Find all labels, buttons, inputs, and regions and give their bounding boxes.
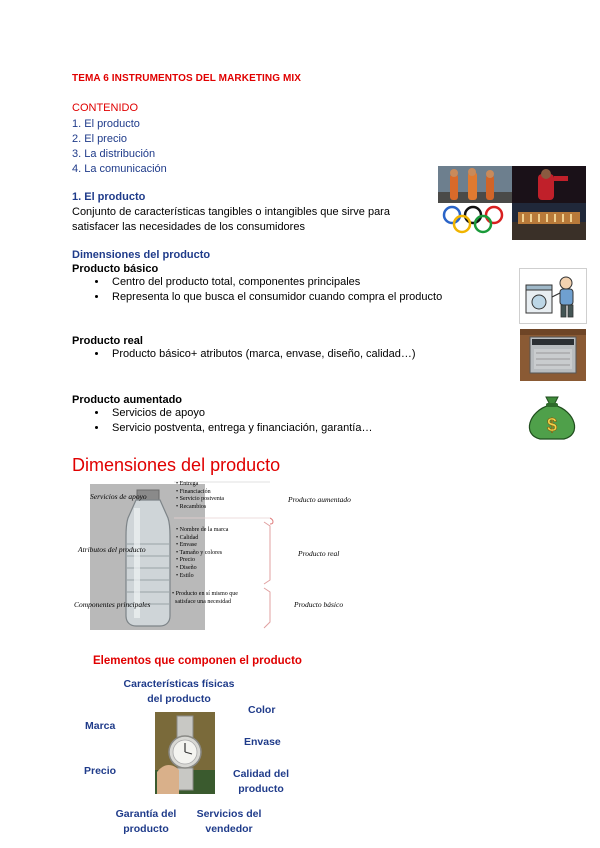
contenido-item: 3. La distribución <box>72 148 156 160</box>
diagram-title: Dimensiones del producto <box>72 455 281 475</box>
list-item: • Financiación <box>176 488 211 495</box>
section-definition: Conjunto de características tangibles o intangibles que sirve para satisfacer las necesidades de los consumidores <box>72 206 390 233</box>
list-item: • Envase <box>176 542 197 549</box>
label-producto-real: Producto real <box>298 549 340 558</box>
producto-basico-block <box>72 263 512 305</box>
svg-text:$: $ <box>546 415 558 435</box>
label-color: Color <box>248 704 276 716</box>
list-item: • Entrega <box>176 481 199 487</box>
label-line: Servicios del <box>196 808 262 820</box>
contenido-item: 4. La comunicación <box>72 163 167 175</box>
label-line: Calidad del <box>232 768 289 780</box>
list-item: • Tamaño y colores <box>176 549 223 556</box>
dishwasher-image <box>520 329 586 381</box>
list-item: • Diseño <box>176 564 197 571</box>
olympics-collage-image <box>438 166 586 240</box>
list-item: • Servicio postventa <box>176 496 225 503</box>
list-item: • Centro del producto total, componentes principales <box>108 275 512 290</box>
label-line: del producto <box>147 693 211 705</box>
label-line: Garantía del <box>115 808 177 820</box>
list-item: • Representa lo que busca el consumidor cuando compra el producto <box>108 290 512 305</box>
list-item: • Precio <box>176 557 195 564</box>
label-precio: Precio <box>84 765 117 777</box>
label-producto-aumentado: Producto aumentado <box>288 495 351 504</box>
label-line: vendedor <box>205 823 253 835</box>
producto-basico-title: Producto básico <box>72 263 159 275</box>
elementos-title: Elementos que componen el producto <box>93 655 302 667</box>
contenido-list <box>72 117 167 177</box>
contenido-item: 1. El producto <box>72 118 140 130</box>
list-item: • Estilo <box>176 572 194 579</box>
producto-basico-list <box>72 275 512 305</box>
label-producto-basico: Producto básico <box>294 600 344 609</box>
label-marca: Marca <box>85 720 116 732</box>
dimensiones-heading: Dimensiones del producto <box>72 249 211 261</box>
watch-image <box>155 712 215 794</box>
label-servicios-de-apoyo: Servicios de apoyo <box>90 492 147 501</box>
list-item: • Producto en sí mismo que <box>172 591 238 597</box>
list-item: • Nombre de la marca <box>176 527 229 533</box>
producto-real-list <box>72 347 512 362</box>
producto-aumentado-list <box>72 406 512 436</box>
section-heading: 1. El producto <box>72 191 146 203</box>
washing-machine-clipart <box>519 268 587 324</box>
list-item: satisface una necesidad <box>175 598 231 605</box>
group-basico-list <box>172 591 238 606</box>
label-caracteristicas <box>122 677 236 707</box>
contenido-item: 2. El precio <box>72 133 128 145</box>
producto-aumentado-block <box>72 394 512 436</box>
label-line: producto <box>123 823 169 835</box>
group-real-list <box>176 527 228 580</box>
document-title: TEMA 6 INSTRUMENTOS DEL MARKETING MIX <box>72 73 302 84</box>
list-item: • Servicio postventa, entrega y financiación, garantía… <box>108 421 512 436</box>
label-line: Características físicas <box>123 678 235 690</box>
list-item: • Servicios de apoyo <box>108 406 512 421</box>
producto-real-block <box>72 335 512 362</box>
list-item: • Calidad <box>176 534 199 541</box>
group-aumentado-list <box>176 481 224 511</box>
label-line: producto <box>238 783 284 795</box>
list-item: • Producto básico+ atributos (marca, envase, diseño, calidad…) <box>108 347 512 362</box>
producto-real-title: Producto real <box>72 335 143 347</box>
label-calidad <box>232 767 290 797</box>
label-garantia <box>115 807 177 837</box>
money-bag-icon <box>518 389 586 443</box>
label-servicios <box>196 807 262 837</box>
label-atributos: Atributos del producto <box>78 545 146 554</box>
label-componentes: Componentes principales <box>74 600 151 609</box>
producto-aumentado-title: Producto aumentado <box>72 394 183 406</box>
label-envase: Envase <box>244 736 281 748</box>
list-item: • Recambios <box>176 503 207 510</box>
contenido-heading: CONTENIDO <box>72 102 138 114</box>
